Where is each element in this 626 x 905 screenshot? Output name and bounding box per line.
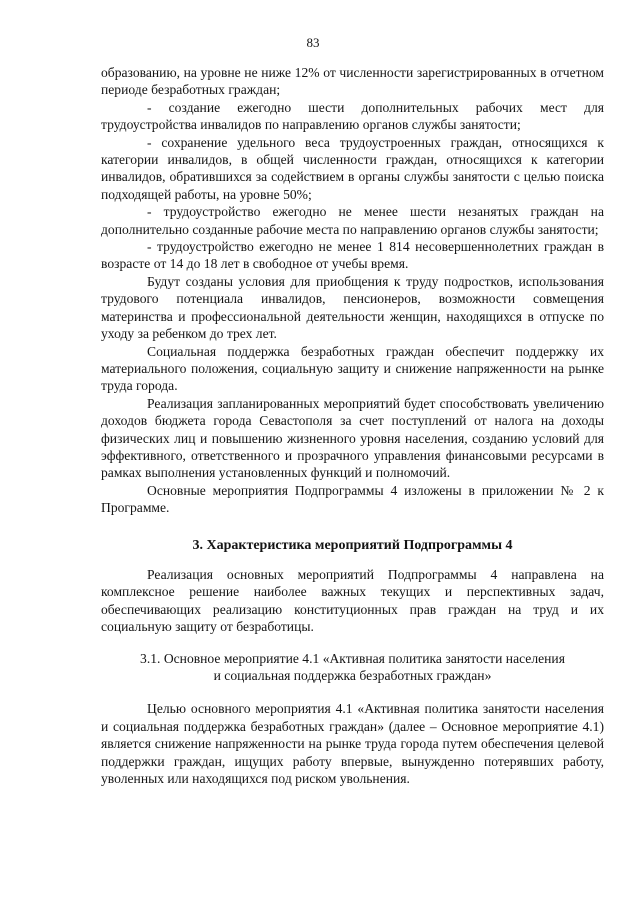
subsection-heading-line2: и социальная поддержка безработных граждан» (213, 668, 492, 683)
subsection-paragraph: Целью основного мероприятия 4.1 «Активная политика занятости населения и социальная поддержка безработных граждан» (далее – Основное мероприятие 4.1) является снижение напряженности на рынке труда города путем обеспечения целевой поддержки граждан, ищущих работу впервые, вынужденно потерявших работу, уволенных или находящихся под риском увольнения. (101, 701, 604, 787)
list-item-employment-share: - сохранение удельного веса трудоустроенных граждан, относящихся к категории инвалидов, в общей численности граждан, относящихся к категории инвалидов, обратившихся за содействием в органы службы занятости с целью поиска подходящей работы, на уровне 50%; (101, 134, 604, 202)
section-paragraph: Реализация основных мероприятий Подпрограммы 4 направлена на комплексное решение наиболее важных текущих и перспективных задач, обеспечивающих реализацию конституционных прав граждан на труд и их социальную защиту от безработицы. (101, 566, 604, 635)
subsection-heading (101, 650, 604, 685)
document-body (101, 64, 604, 787)
paragraph-conditions: Будут созданы условия для приобщения к труду подростков, использования трудового потенциала инвалидов, пенсионеров, возможности совмещения материнства и профессиональной деятельности женщин, находящихся в отпуске по уходу за ребенком до трех лет. (101, 273, 604, 342)
paragraph-social-support: Социальная поддержка безработных граждан обеспечит поддержку их материального положения, социальную защиту и снижение напряженности на рынке труда города. (101, 343, 604, 394)
list-item-minors-placement: - трудоустройство ежегодно не менее 1 814 несовершеннолетних граждан в возрасте от 14 до 18 лет в свободное от учебы время. (101, 239, 604, 272)
page-number: 83 (306, 35, 320, 50)
paragraph-main-activities: Основные мероприятия Подпрограммы 4 изложены в приложении № 2 к Программе. (101, 482, 604, 516)
paragraph-continuation: образованию, на уровне не ниже 12% от численности зарегистрированных в отчетном периоде безработных граждан; (101, 65, 604, 98)
list-item-unemployed-placement: - трудоустройство ежегодно не менее шести незанятых граждан на дополнительно созданные рабочие места по направлению органов службы занятости; (101, 204, 604, 237)
list-item-new-jobs: - создание ежегодно шести дополнительных рабочих мест для трудоустройства инвалидов по направлению органов службы занятости; (101, 99, 604, 133)
paragraph-implementation: Реализация запланированных мероприятий будет способствовать увеличению доходов бюджета города Севастополя за счет поступлений от налога на доходы физических лиц и повышению жизненного уровня населения, созданию условий для эффективного, ответственного и прозрачного управления финансовыми ресурсами в рамках выполнения установленных функций и полномочий. (101, 395, 604, 481)
section-heading: 3. Характеристика мероприятий Подпрограммы 4 (192, 537, 513, 553)
subsection-heading-line1: 3.1. Основное мероприятие 4.1 «Активная политика занятости населения (140, 650, 565, 666)
